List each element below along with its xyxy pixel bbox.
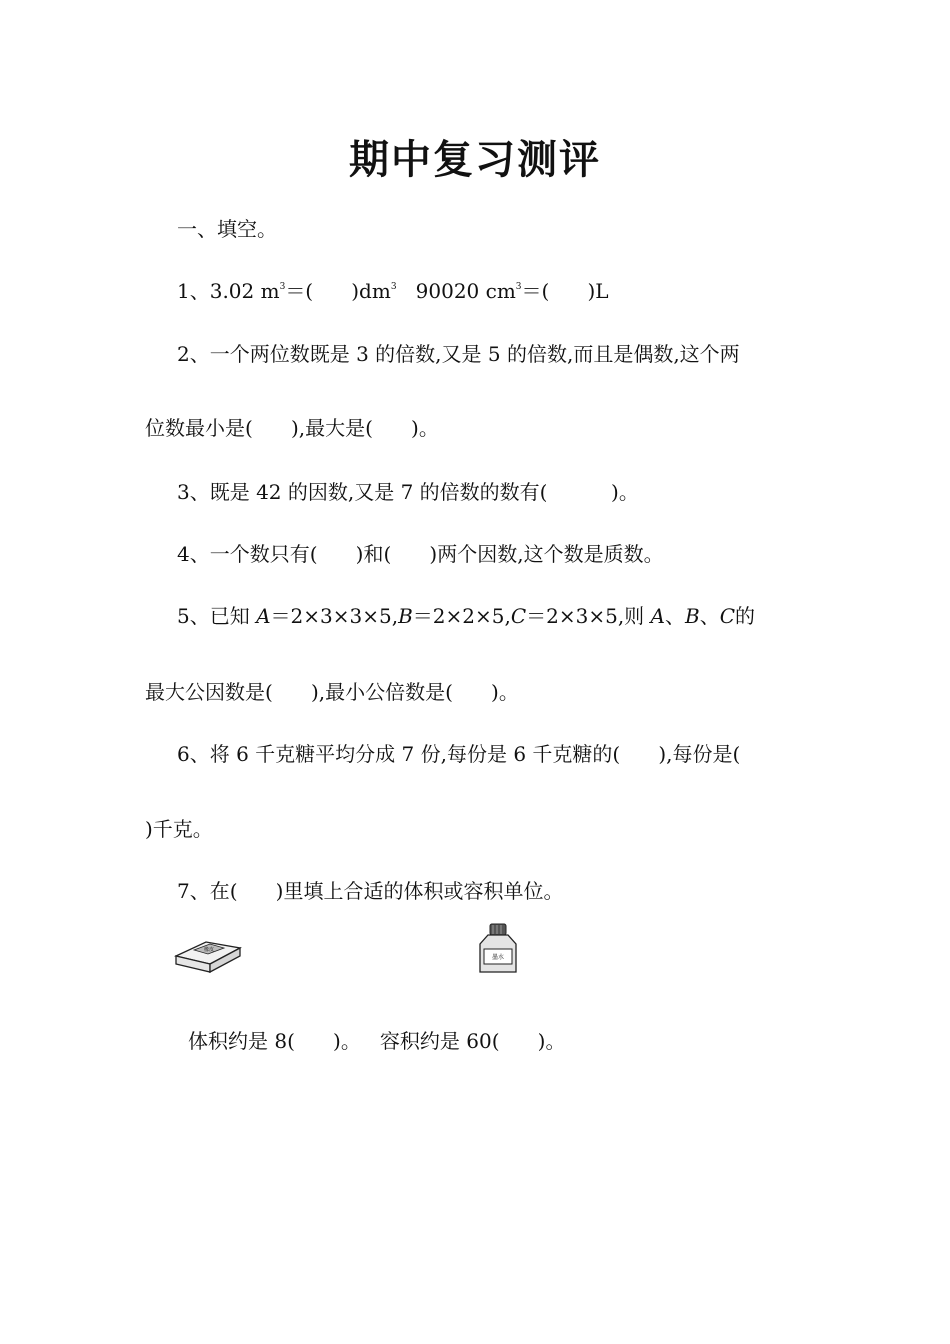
question-6-line-2: )千克。 xyxy=(145,817,213,841)
q5-var-b2: B xyxy=(685,604,700,628)
question-4: 4、一个数只有( )和( )两个因数,这个数是质数。 xyxy=(177,542,664,566)
q5-var-b: B xyxy=(398,604,413,628)
question-6-line-1: 6、将 6 千克糖平均分成 7 份,每份是 6 千克糖的( ),每份是( xyxy=(177,742,741,766)
section-heading: 一、填空。 xyxy=(177,217,277,241)
q5-var-a2: A xyxy=(650,604,665,628)
q1-suffix: ＝( )L xyxy=(521,279,609,303)
question-5-line-2: 最大公因数是( ),最小公倍数是( )。 xyxy=(145,680,519,704)
q5-eq-b: ＝2×2×5, xyxy=(412,604,511,628)
page-title: 期中复习测评 xyxy=(349,136,601,183)
eraser-label: 橡皮 xyxy=(203,947,215,953)
eraser-icon xyxy=(172,934,244,976)
question-2-line-2: 位数最小是( ),最大是( )。 xyxy=(145,416,439,440)
question-2-line-1: 2、一个两位数既是 3 的倍数,又是 5 的倍数,而且是偶数,这个两 xyxy=(177,342,740,366)
question-3: 3、既是 42 的因数,又是 7 的倍数的数有( )。 xyxy=(177,480,639,504)
ink-bottle-icon xyxy=(474,922,522,976)
question-7-answers: 体积约是 8( )。 容积约是 60( )。 xyxy=(188,1029,566,1053)
q5-sep2: 、 xyxy=(699,604,720,628)
q1-exp1: 3 xyxy=(279,282,286,292)
q1-exp2: 3 xyxy=(390,282,397,292)
q5-var-c: C xyxy=(510,604,527,628)
q1-prefix: 1、3.02 m xyxy=(177,279,280,303)
question-7: 7、在( )里填上合适的体积或容积单位。 xyxy=(177,879,564,903)
q1-part2: 90020 cm xyxy=(396,279,516,303)
q5-var-a: A xyxy=(256,604,271,628)
q1-exp3: 3 xyxy=(515,282,522,292)
ink-label: 墨水 xyxy=(491,954,505,961)
question-1 xyxy=(177,275,609,304)
question-5-line-1 xyxy=(177,600,755,629)
q5-eq-c: ＝2×3×5,则 xyxy=(526,604,651,628)
q5-number: 5、已知 xyxy=(177,604,257,628)
q1-middle: ＝( )dm xyxy=(285,279,391,303)
q5-sep1: 、 xyxy=(665,604,685,628)
q5-var-c2: C xyxy=(719,604,736,628)
q5-tail: 的 xyxy=(735,604,756,628)
q5-eq-a: ＝2×3×3×5, xyxy=(270,604,399,628)
